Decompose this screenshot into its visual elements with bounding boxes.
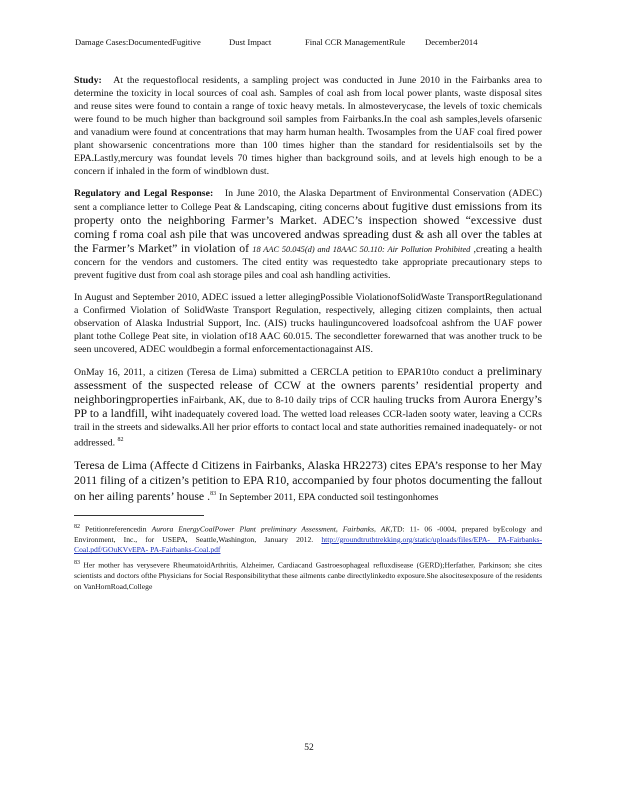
may2011-text-c: inFairbank, AK, due to 8-10 daily trips of CCR hauling [181,395,403,406]
page-number: 52 [304,743,314,753]
regulatory-citation: 18 AAC 50.045(d) and 18AAC 50.110: Air Pollution Prohibited [252,245,471,254]
footnote-83 [74,558,542,592]
footnote-83-number: 83 [74,560,80,566]
may2011-text-e: inadequately covered load. The wetted load releases CCR-laden sooty water, leaving a CCRs trail in the streets and sidewalks.All her prior efforts to contact local and state authorities remained inadequately- or not addressed. [74,409,543,449]
header-right1: Final CCR ManagementRule [305,37,406,47]
footnote-ref-82[interactable]: 82 [117,437,124,443]
header-right2: December2014 [425,37,478,47]
may2011-paragraph [74,365,542,449]
regulatory-text-b: about fugitive dust emissions from its property onto the neighboring Farmer’s Market. ADEC’s inspection showed “excessive dust coming f roma coal ash pile that was uncovered andwas spreading dust & ash all over the tables at the Farmer’s Market” in violation of [74,199,542,255]
regulatory-heading: Regulatory and Legal Response: [74,188,214,199]
teresa-text-a: Teresa de Lima (Affecte d Citizens in Fairbanks, Alaska HR2273) cites EPA’s response to her May 2011 filing of a citizen’s petition to EPA R10, accompanied by four photos documenting the fallout on her ailing parents’ house . [74,458,542,504]
regulatory-text-a: In June 2010, the Alaska Department of Environmental Conservation (ADEC) sent a compliance letter to College Peat & Landscaping, citing concerns [74,188,542,213]
study-heading: Study: [74,75,102,86]
footnote-82-link[interactable]: http://groundtruthtrekking.org/static/uploads/files/EPA- PA-Fairbanks-Coal.pdf/GOuKVvEPA- PA-Fairbanks-Coal.pdf [74,534,542,555]
teresa-paragraph [74,458,542,505]
footnote-ref-83[interactable]: 83 [210,491,217,498]
study-text: At the requestoflocal residents, a sampling project was conducted in June 2010 in the Fairbanks area to determine the toxicity in local sources of coal ash. Samples of coal ash from local power plants, waste disposal sites and reuse sites were found to contain a range of toxic heavy metals. In almosteverycase, the levels of toxic chemicals were found to be much higher than background soil samples from Fairbanks.In the coal ash samples,levels ofarsenic and vanadium were found at concentrations that may harm human health. Twosamples from the UAF coal fired power plant showarsenic concentrations more than 100 times higher than the standard for residentialsoils set by the EPA.Lastly,mercury was foundat levels 70 times higher than background soils, and at levels high enough to be a concern if inhaled in the form of windblown dust. [74,75,542,177]
footnote-82-text-a: Petitionreferencedin [85,524,147,534]
footnote-82-text-b: ,TD: 11- 06 -0004, prepared byEcology and Environment, Inc., for USEPA, Seattle,Washington, January 2012. [74,524,542,544]
study-paragraph [74,74,542,178]
may2011-text-b: a preliminary assessment of the suspected release of CCW at the owners parents’ residential property and neighboringproperties [74,364,543,406]
august-text: In August and September 2010, ADEC issued a letter allegingPossible ViolationofSolidWaste TransportRegulationand a Confirmed Violation of SolidWaste Transport Regulation, respectively, alleging citizen complaints, then actual observation of Alaska Industrial Support, Inc. (AIS) trucks haulinguncovered loadsofcoal ashfrom the UAF power plant tothe College Peat site, in violation of18 AAC 60.015. The secondletter forewarned that was another truck to be seen uncovered, ADEC wouldbegin a formal enforcementactionagainst AIS. [74,292,542,355]
teresa-text-b: In September 2011, EPA conducted soil testingonhomes [219,492,439,504]
regulatory-text-c: ,creating a health concern for the vendors and customers. The cited entity was requestedto take appropriate precautionary steps to prevent fugitive dust from coal ash storage piles and coal ash handling activities. [74,244,543,281]
footnote-82 [74,522,542,556]
footnote-82-title: Aurora EnergyCoalPower Plant preliminary Assessment, Fairbanks, AK [151,524,391,534]
august-paragraph [74,291,542,356]
may2011-text-a: OnMay 16, 2011, a citizen (Teresa de Lima) submitted a CERCLA petition to EPAR10to conduct [74,367,474,378]
footnote-83-text: Her mother has verysevere RheumatoidArthritis, Alzheimer, Cardiacand Gastroesophageal refluxdisease (GERD);Herfather, Parkinson; she cites scientists and doctors ofthe Physicians for Social Responsibilitythat these ailments canbe directlylinkedto exposure.She alsocitesexposure of the residents on VanHornRoad,College [74,560,542,591]
header-left: Damage Cases:DocumentedFugitive [75,37,201,47]
may2011-text-d: trucks from Aurora Energy’s PP to a landfill, wiht [74,392,542,420]
footnote-82-number: 82 [74,523,80,530]
document-body [74,74,542,594]
regulatory-paragraph [74,187,542,282]
header-middle: Dust Impact [229,37,272,47]
footnote-divider [74,515,204,516]
